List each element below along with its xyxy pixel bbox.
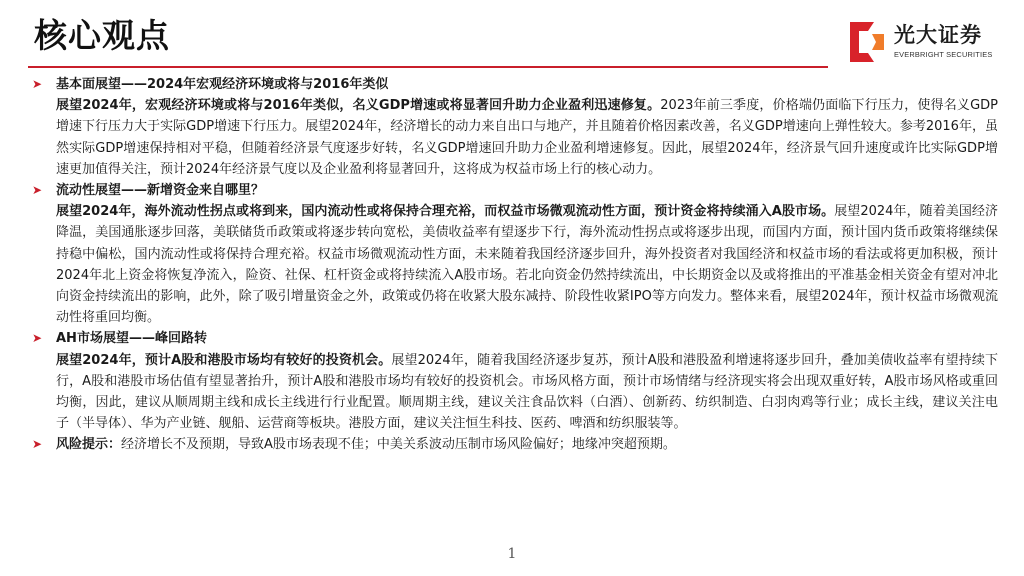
section-heading-fundamentals — [30, 74, 998, 95]
paragraph-body: 展望2024年，随着美国经济降温，美国通胀逐步回落，美联储货币政策或将逐步转向宽松，美债收益率有望逐步下行，海外流动性拐点或将逐步出现，而国内方面，预计国内货币政策将继续保持稳中偏松，国内流动性或将保持合理充裕。权益市场微观流动性方面，未来随着我国经济逐步回升，海外投资者对我国经济和权益市场的看法或将更加积极，预计2024年北上资金将恢复净流入，险资、社保、杠杆资金或将持续流入A股市场。若北向资金仍然持续流出，中长期资金以及或将推出的平准基金相关资金有望对冲北向资金持续流出的影响，此外，除了吸引增量资金之外，政策或仍将在收紧大股东减持、阶段性收紧IPO等方向发力。整体来看，展望2024年，预计权益市场微观流动性将重回均衡。 — [56, 204, 998, 326]
everbright-logo-icon — [848, 20, 886, 64]
arrow-bullet-icon: ➤ — [32, 77, 43, 91]
section-heading-text: AH市场展望——峰回路转 — [56, 331, 207, 347]
section-heading-text: 流动性展望——新增资金来自哪里？ — [56, 183, 265, 199]
paragraph-body: 2023年前三季度，价格端仍面临下行压力，使得名义GDP增速下行压力大于实际GDP增速下行压力。展望2024年，经济增长的动力来自出口与地产，并且随着价格因素改善，名义GDP增速向上弹性较大。参考2016年，虽然实际GDP增速保持相对平稳，但随着经济景气度逐步好转，名义GDP增速回升助力企业盈利增速修复。因此，展望2024年，经济景气回升速度或许比实际GDP增速更加值得关注，预计2024年经济景气度以及企业盈利将显著回升，这将成为权益市场上行的核心动力。 — [56, 98, 998, 177]
section-paragraph-ah-market — [30, 350, 998, 435]
arrow-bullet-icon: ➤ — [32, 183, 43, 198]
logo-name: 光大证券 — [894, 23, 982, 47]
arrow-bullet-icon: ➤ — [32, 331, 43, 346]
page-number: 1 — [507, 546, 517, 562]
page-title: 核心观点 — [34, 16, 170, 55]
arrow-bullet-icon: ➤ — [32, 437, 43, 452]
paragraph-lead: 展望2024年，海外流动性拐点或将到来，国内流动性或将保持合理充裕，而权益市场微观流动性方面，预计资金将持续涌入A股市场。 — [56, 204, 835, 220]
section-heading-liquidity — [30, 180, 998, 201]
section-paragraph-liquidity — [30, 201, 998, 328]
section-heading-text: 基本面展望——2024年宏观经济环境或将与2016年类似 — [56, 77, 389, 92]
paragraph-lead: 展望2024年，宏观经济环境或将与2016年类似，名义GDP增速或将显著回升助力企业盈利迅速修复。 — [56, 98, 661, 114]
content-body — [30, 74, 998, 456]
risk-text: 经济增长不及预期，导致A股市场表现不佳；中美关系波动压制市场风险偏好；地缘冲突超预期。 — [121, 437, 676, 453]
section-heading-ah-market — [30, 328, 998, 349]
paragraph-lead: 展望2024年，预计A股和港股市场均有较好的投资机会。 — [56, 352, 392, 368]
title-underline — [28, 66, 828, 68]
risk-label: 风险提示： — [56, 437, 122, 453]
section-paragraph-fundamentals — [30, 95, 998, 180]
risk-warning — [30, 434, 998, 455]
company-logo — [848, 20, 1008, 66]
logo-subtitle: EVERBRIGHT SECURITIES — [894, 50, 993, 59]
paragraph-body: 展望2024年，随着我国经济逐步复苏，预计A股和港股盈利增速将逐步回升，叠加美债收益率有望持续下行，A股和港股市场估值有望显著抬升，预计A股和港股市场均有较好的投资机会。市场风格方面，预计市场情绪与经济现实将会出现双重好转，A股市场风格或重回均衡，因此，建议从顺周期主线和成长主线进行行业配置。顺周期主线，建议关注食品饮料（白酒）、创新药、纺织制造、白羽肉鸡等行业；成长主线，建议关注电子（半导体）、华为产业链、舰船、运营商等板块。港股方面，建议关注恒生科技、医药、啤酒和纺织服装等。 — [56, 352, 998, 432]
